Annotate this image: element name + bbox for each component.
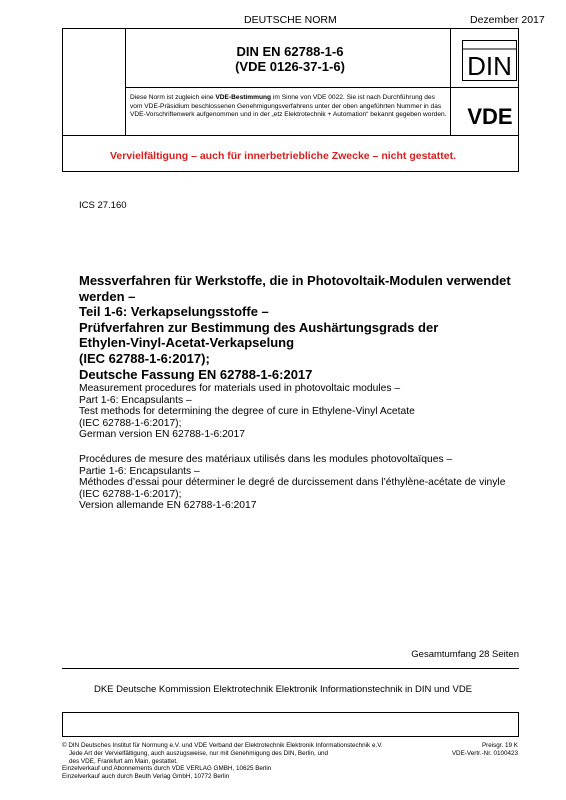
footer-top-rule [62,736,519,737]
title-english-line: Measurement procedures for materials used in photovoltaic modules – [79,383,401,394]
title-english-line: German version EN 62788-1-6:2017 [79,429,245,441]
approval-note-bold: VDE-Bestimmung [215,94,272,101]
dke-bottom-rule [62,712,519,713]
vde-classification-number: (VDE 0126-37-1-6) [235,59,345,74]
din-logo-graphic [462,40,517,81]
norm-number-block [200,44,380,74]
footer-right-rule [518,712,519,736]
title-german-line: Ethylen-Vinyl-Acetat-Verkapselung [79,335,295,351]
title-german-line: Teil 1-6: Verkapselungsstoffe – [79,304,269,320]
header-inner-right-rule [450,28,451,135]
total-pages: Gesamtumfang 28 Seiten [411,649,519,660]
vde-approval-note [130,94,448,120]
footer-left-rule [62,712,63,736]
title-french-line: Procédures de mesure des matériaux utilisés dans les modules photovoltaïques – [79,454,453,465]
approval-note-text-2: im Sinne von VDE 0022. Sie ist nach Durchführung des vom VDE-Präsidium beschlossenen Genehmigungsverfahrens unter der oben angeführten Nummer in das VDE-Vorschriftenwerk aufgenommen und in der „etz Elektrotechnik + Automation“ bekannt gegeben worden. [130,94,447,119]
price-info [440,742,518,758]
header-inner-left-rule [125,28,126,135]
title-german-line: (IEC 62788-1-6:2017); [79,350,210,366]
din-logo [462,40,517,81]
sales-line: Einzelverkauf auch durch Beuth Verlag GmbH, 10772 Berlin [62,773,230,781]
sales-line: Einzelverkauf und Abonnements durch VDE VERLAG GMBH, 10625 Berlin [62,765,272,773]
copyright-line: des VDE, Frankfurt am Main, gestattet. [62,757,178,765]
reproduction-warning: Vervielfältigung – auch für innerbetriebliche Zwecke – nicht gestattet. [109,150,456,162]
vde-logo-text: VDE [467,104,513,128]
dke-committee: DKE Deutsche Kommission Elektrotechnik Elektronik Informationstechnik in DIN und VDE [93,684,473,695]
ics-code: ICS 27.160 [79,200,127,211]
title-german-line: Prüfverfahren zur Bestimmung des Aushärtungsgrads der [79,319,439,335]
title-german-line: Deutsche Fassung EN 62788-1-6:2017 [79,366,313,382]
din-logo-text: DIN [467,51,512,81]
title-french-line: Méthodes d’essai pour déterminer le degré de durcissement dans l’éthylène-acétate de vinyle [79,477,506,489]
price-group: Preisgr. 19 K [481,742,518,749]
copyright-line: © DIN Deutsches Institut für Normung e.V. und VDE Verband der Elektrotechnik Elektronik Informationstechnik e.V. [62,742,383,749]
title-french-line: Version allemande EN 62788-1-6:2017 [79,500,257,512]
vde-logo [452,104,528,128]
vde-sales-number: VDE-Vertr.-Nr. 0100423 [451,749,518,757]
dke-top-rule [62,668,519,669]
header-middle-rule [125,87,519,88]
title-french-line: (IEC 62788-1-6:2017); [79,488,182,500]
title-german-line: Messverfahren für Werkstoffe, die in Photovoltaik-Modulen verwendet [79,273,511,288]
title-french-line: Partie 1-6: Encapsulants – [79,465,200,477]
approval-note-text-1: Diese Norm ist zugleich eine [130,94,216,101]
copyright-line: Jede Art der Vervielfältigung, auch auszugsweise, nur mit Genehmigung des DIN, Berlin, und [62,749,329,757]
header-bottom-rule [62,135,519,136]
norm-type-label: DEUTSCHE NORM [244,14,337,26]
title-german [79,273,539,382]
warning-bottom-rule [62,171,519,172]
title-english [79,383,539,441]
title-french [79,454,549,512]
norm-number: DIN EN 62788-1-6 [236,44,344,59]
title-english-line: Test methods for determining the degree of cure in Ethylene-Vinyl Acetate [79,406,415,418]
publication-date: Dezember 2017 [470,14,545,26]
title-english-line: (IEC 62788-1-6:2017); [79,417,182,429]
copyright-notice [62,742,422,781]
title-german-line: werden – [79,288,136,304]
title-english-line: Part 1-6: Encapsulants – [79,394,192,406]
vde-logo-graphic [452,104,528,128]
header-left-rule [62,28,63,135]
